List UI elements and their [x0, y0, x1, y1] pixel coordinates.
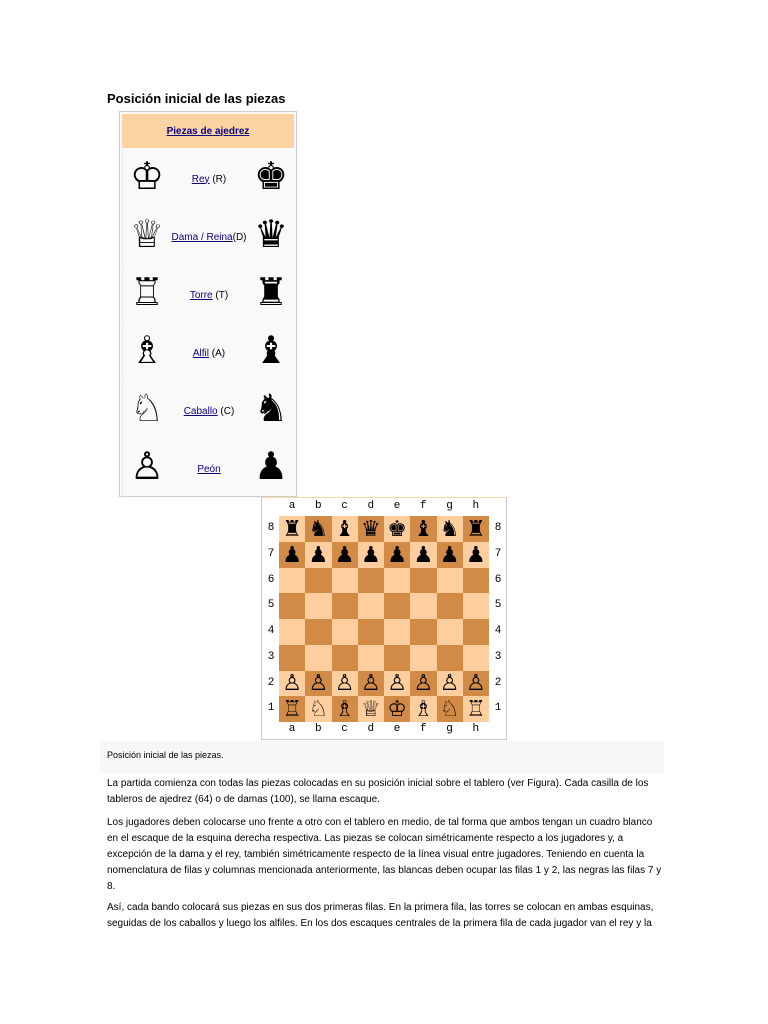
square-e3 — [384, 645, 410, 671]
rank-label-left: 4 — [267, 625, 275, 637]
black-queen-icon: ♛ — [253, 214, 289, 256]
square-a4 — [279, 619, 305, 645]
file-label-top: g — [446, 500, 453, 512]
square-c5 — [332, 593, 358, 619]
square-c8: ♝ — [332, 516, 358, 542]
paragraph-1: La partida comienza con todas las piezas colocadas en su posición inicial sobre el tablero (ver Figura). Cada casilla de los tableros de ajedrez (64) o de damas (100), se llama escaque. — [107, 778, 649, 805]
file-label-top: h — [472, 500, 480, 512]
piece-abbrev: (D) — [232, 231, 247, 243]
pieces-table-header — [122, 114, 294, 148]
white-queen-icon: ♕ — [129, 214, 165, 256]
piece-abbrev: (T) — [212, 289, 229, 301]
black-bishop-icon: ♝ — [253, 330, 289, 372]
square-c3 — [332, 645, 358, 671]
rank-label-left: 1 — [267, 702, 275, 715]
square-g7: ♟ — [437, 542, 463, 568]
figure-caption — [100, 741, 664, 773]
rank-label-right: 5 — [494, 599, 502, 612]
square-c4 — [332, 619, 358, 645]
white-bishop-icon: ♗ — [129, 330, 165, 372]
square-h4 — [463, 619, 489, 645]
white-knight-icon: ♘ — [129, 388, 165, 430]
rank-label-left: 8 — [267, 522, 275, 534]
square-f3 — [410, 645, 436, 671]
file-label-top: c — [341, 500, 348, 512]
rank-label-right: 3 — [494, 650, 502, 663]
square-b2: ♙ — [305, 671, 331, 697]
square-a2: ♙ — [279, 671, 305, 697]
file-label-top: f — [419, 500, 427, 512]
piece-name — [167, 267, 251, 323]
square-g6 — [437, 568, 463, 594]
rank-label-right: 8 — [494, 522, 502, 534]
pieces-header-link[interactable]: Piezas de ajedrez — [166, 125, 250, 137]
chess-board — [279, 516, 489, 722]
file-label-bottom: h — [472, 723, 480, 735]
square-f7: ♟ — [410, 542, 436, 568]
square-f5 — [410, 593, 436, 619]
piece-row-rook — [122, 267, 295, 323]
file-label-top: e — [393, 500, 401, 512]
square-d7: ♟ — [358, 542, 384, 568]
file-label-bottom: g — [446, 723, 453, 735]
square-h1: ♖ — [463, 696, 489, 722]
square-e4 — [384, 619, 410, 645]
piece-row-king — [122, 151, 295, 207]
rank-label-left: 3 — [267, 650, 275, 663]
square-b7: ♟ — [305, 542, 331, 568]
square-e7: ♟ — [384, 542, 410, 568]
rank-label-left: 7 — [267, 547, 275, 560]
black-pawn-icon: ♟ — [253, 446, 289, 488]
black-knight-icon: ♞ — [253, 388, 289, 430]
caption-text: Posición inicial de las piezas. — [107, 750, 224, 760]
square-d1: ♕ — [358, 696, 384, 722]
piece-link-pawn[interactable]: Peón — [197, 463, 221, 475]
square-e2: ♙ — [384, 671, 410, 697]
white-king-icon: ♔ — [129, 156, 165, 198]
piece-row-knight — [122, 383, 295, 439]
square-c2: ♙ — [332, 671, 358, 697]
square-d3 — [358, 645, 384, 671]
square-h7: ♟ — [463, 542, 489, 568]
square-d5 — [358, 593, 384, 619]
piece-name — [167, 383, 251, 439]
paragraph-3: Así, cada bando colocará sus piezas en sus dos primeras filas. En la primera fila, las torres se colocan en ambas esquinas, seguidas de los caballos y luego los alfiles. En los dos escaques centrales de la primera fila de cada jugador van el rey y la — [107, 902, 654, 929]
file-label-bottom: c — [341, 723, 348, 735]
file-label-bottom: b — [314, 723, 322, 735]
square-f8: ♝ — [410, 516, 436, 542]
rank-label-right: 4 — [494, 625, 502, 637]
square-b1: ♘ — [305, 696, 331, 722]
square-a7: ♟ — [279, 542, 305, 568]
square-b5 — [305, 593, 331, 619]
square-h6 — [463, 568, 489, 594]
paragraph-2: Los jugadores deben colocarse uno frente a otro con el tablero en medio, de tal forma que ambos tengan un cuadro blanco en el escaque de la esquina derecha respectiva. Las piezas se colocan simétricamente respecto a los jugadores y, a excepción de la dama y el rey, también simétricamente respecto de la línea visual entre jugadores. Teniendo en cuenta la nomenclatura de filas y columnas mencionada anteriormente, las blancas deben ocupar las filas 1 y 2, las negras las filas 7 y 8. — [107, 817, 662, 892]
piece-link-queen[interactable]: Dama / Reina — [171, 231, 233, 243]
square-b3 — [305, 645, 331, 671]
piece-abbrev: (A) — [209, 347, 226, 359]
square-c7: ♟ — [332, 542, 358, 568]
square-b6 — [305, 568, 331, 594]
piece-name — [167, 325, 251, 381]
square-g8: ♞ — [437, 516, 463, 542]
rank-label-left: 2 — [267, 676, 275, 689]
rank-label-right: 2 — [494, 676, 502, 689]
piece-abbrev: (R) — [209, 173, 227, 185]
pieces-table — [119, 111, 297, 497]
square-d2: ♙ — [358, 671, 384, 697]
rank-label-left: 5 — [267, 599, 275, 612]
section-title: Posición inicial de las piezas — [107, 91, 286, 106]
piece-row-pawn — [122, 441, 295, 497]
square-b8: ♞ — [305, 516, 331, 542]
square-a6 — [279, 568, 305, 594]
square-e6 — [384, 568, 410, 594]
square-h3 — [463, 645, 489, 671]
square-g2: ♙ — [437, 671, 463, 697]
file-label-bottom: d — [367, 723, 375, 735]
square-d8: ♛ — [358, 516, 384, 542]
piece-row-queen — [122, 209, 295, 265]
square-g4 — [437, 619, 463, 645]
square-a5 — [279, 593, 305, 619]
square-f1: ♗ — [410, 696, 436, 722]
square-h5 — [463, 593, 489, 619]
square-f6 — [410, 568, 436, 594]
square-h2: ♙ — [463, 671, 489, 697]
square-d4 — [358, 619, 384, 645]
square-e1: ♔ — [384, 696, 410, 722]
square-a8: ♜ — [279, 516, 305, 542]
piece-name — [167, 151, 251, 207]
file-label-top: b — [314, 500, 322, 512]
piece-link-bishop[interactable]: Alfil — [192, 347, 209, 359]
square-f2: ♙ — [410, 671, 436, 697]
square-a1: ♖ — [279, 696, 305, 722]
square-e5 — [384, 593, 410, 619]
square-g3 — [437, 645, 463, 671]
piece-name — [167, 209, 251, 265]
white-pawn-icon: ♙ — [129, 446, 165, 488]
piece-link-king[interactable]: Rey — [191, 173, 210, 185]
square-c1: ♗ — [332, 696, 358, 722]
rank-label-left: 6 — [267, 573, 275, 586]
rank-label-right: 6 — [494, 573, 502, 586]
file-label-top: d — [367, 500, 375, 512]
black-king-icon: ♚ — [253, 156, 289, 198]
piece-abbrev: (C) — [217, 405, 235, 417]
square-d6 — [358, 568, 384, 594]
square-h8: ♜ — [463, 516, 489, 542]
square-f4 — [410, 619, 436, 645]
rank-label-right: 7 — [494, 547, 502, 560]
black-rook-icon: ♜ — [253, 272, 289, 314]
file-label-bottom: a — [288, 723, 296, 735]
piece-link-knight[interactable]: Caballo — [183, 405, 218, 417]
square-g1: ♘ — [437, 696, 463, 722]
square-c6 — [332, 568, 358, 594]
square-b4 — [305, 619, 331, 645]
square-a3 — [279, 645, 305, 671]
white-rook-icon: ♖ — [129, 272, 165, 314]
piece-link-rook[interactable]: Torre — [189, 289, 213, 301]
piece-row-bishop — [122, 325, 295, 381]
piece-name — [167, 441, 251, 497]
file-label-bottom: f — [419, 723, 427, 735]
file-label-top: a — [288, 500, 296, 512]
rank-label-right: 1 — [494, 702, 502, 715]
file-label-bottom: e — [393, 723, 401, 735]
square-e8: ♚ — [384, 516, 410, 542]
square-g5 — [437, 593, 463, 619]
